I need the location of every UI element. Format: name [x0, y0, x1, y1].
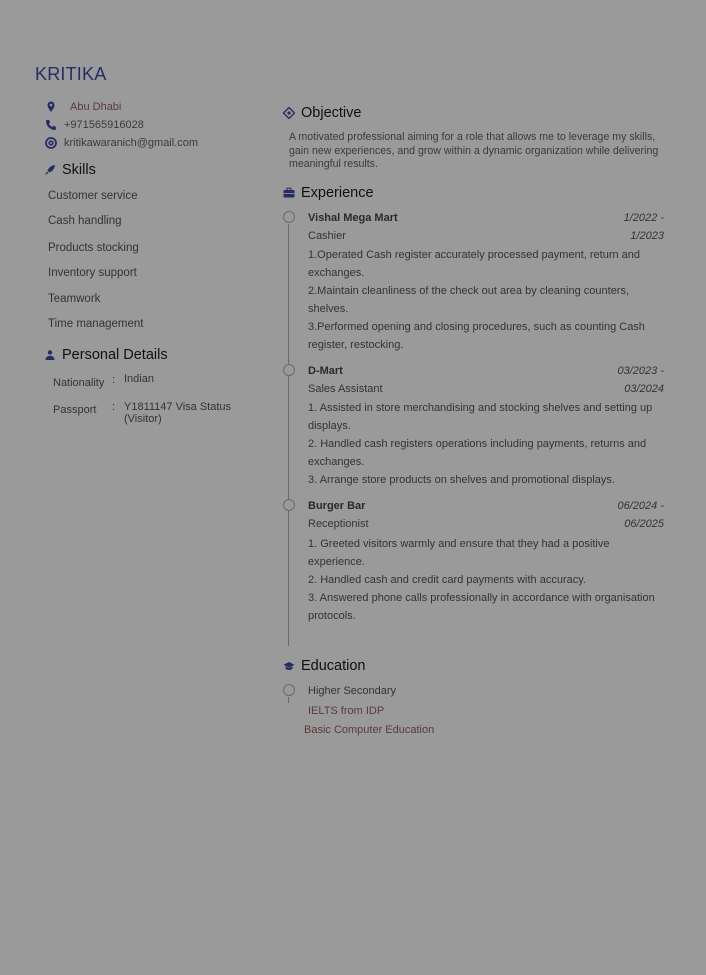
education-title: Education	[301, 658, 366, 674]
objective-title: Objective	[301, 105, 362, 121]
education-timeline-tick	[288, 697, 289, 703]
personal-details-heading	[44, 347, 168, 363]
location-text: Abu Dhabi	[70, 101, 122, 113]
job-date-end: 1/2023	[630, 230, 664, 242]
candidate-name: KRITIKA	[35, 64, 107, 84]
job-date-end: 03/2024	[624, 383, 664, 395]
education-heading	[283, 658, 366, 674]
map-pin-icon	[44, 100, 58, 114]
timeline-marker	[283, 211, 295, 223]
experience-title: Experience	[301, 185, 374, 201]
job-point: 3.Performed opening and closing procedures, such as counting Cash register, restocking.	[308, 321, 645, 351]
job-role: Sales Assistant	[308, 383, 383, 395]
job-point: 2.Maintain cleanliness of the check out area by cleaning counters, shelves.	[308, 285, 630, 315]
job-date-start: 06/2024 -	[617, 500, 664, 512]
job-point: 2. Handled cash registers operations including payments, returns and exchanges.	[308, 438, 647, 468]
briefcase-icon	[283, 187, 295, 199]
phone-icon	[44, 118, 58, 132]
skills-title: Skills	[62, 162, 96, 178]
timeline-marker	[283, 364, 295, 376]
job-point: 3. Answered phone calls professionally in accordance with organisation protocols.	[308, 592, 655, 622]
contact-phone	[44, 118, 144, 132]
job-role: Receptionist	[308, 518, 369, 530]
skills-heading	[44, 162, 96, 178]
job-point: 1.Operated Cash register accurately processed payment, return and exchanges.	[308, 249, 641, 279]
job-description	[308, 399, 668, 489]
education-item: Higher Secondary	[308, 685, 397, 697]
timeline-marker	[283, 684, 295, 696]
objective-heading	[283, 105, 361, 121]
job-point: 3. Arrange store products on shelves and promotional displays.	[308, 474, 615, 486]
education-item: IELTS from IDP	[308, 705, 385, 717]
passport-label: Passport	[53, 404, 97, 416]
skill-item: Customer service	[48, 190, 138, 202]
at-sign-icon	[44, 136, 58, 150]
nationality-colon: :	[112, 374, 116, 386]
skill-item: Cash handling	[48, 215, 122, 227]
nationality-label: Nationality	[53, 377, 105, 389]
experience-heading	[283, 185, 374, 201]
rocket-icon	[44, 164, 56, 176]
job-date-start: 03/2023 -	[617, 365, 664, 377]
passport-colon: :	[112, 401, 116, 413]
phone-text: +971565916028	[64, 119, 144, 131]
job-description	[308, 535, 668, 625]
job-description	[308, 246, 668, 354]
email-text: kritikawaranich@gmail.com	[64, 137, 199, 149]
person-icon	[44, 349, 56, 361]
job-company: D-Mart	[308, 365, 343, 377]
contact-email	[44, 136, 198, 150]
job-point: 2. Handled cash and credit card payments with accuracy.	[308, 574, 586, 586]
contact-location	[44, 100, 121, 114]
job-company: Vishal Mega Mart	[308, 212, 398, 224]
job-point: 1. Greeted visitors warmly and ensure that they had a positive experience.	[308, 538, 610, 568]
skill-item: Products stocking	[48, 242, 139, 254]
personal-details-title: Personal Details	[62, 347, 168, 363]
timeline-marker	[283, 499, 295, 511]
job-date-end: 06/2025	[624, 518, 664, 530]
job-point: 1. Assisted in store merchandising and stocking shelves and setting up displays.	[308, 402, 653, 432]
objective-text: A motivated professional aiming for a role that allows me to leverage my skills, gain new experiences, and grow within a dynamic organization while delivering meaningful results.	[289, 131, 659, 170]
job-role: Cashier	[308, 230, 346, 242]
skill-item: Time management	[48, 318, 144, 330]
job-company: Burger Bar	[308, 500, 366, 512]
nationality-value: Indian	[124, 373, 154, 385]
experience-timeline	[288, 224, 289, 646]
job-date-start: 1/2022 -	[623, 212, 664, 224]
graduation-cap-icon	[283, 660, 295, 672]
skill-item: Teamwork	[48, 293, 101, 305]
skill-item: Inventory support	[48, 267, 137, 279]
target-icon	[283, 107, 295, 119]
education-item: Basic Computer Education	[304, 724, 435, 736]
passport-value: Y1811147 Visa Status (Visitor)	[124, 401, 232, 425]
